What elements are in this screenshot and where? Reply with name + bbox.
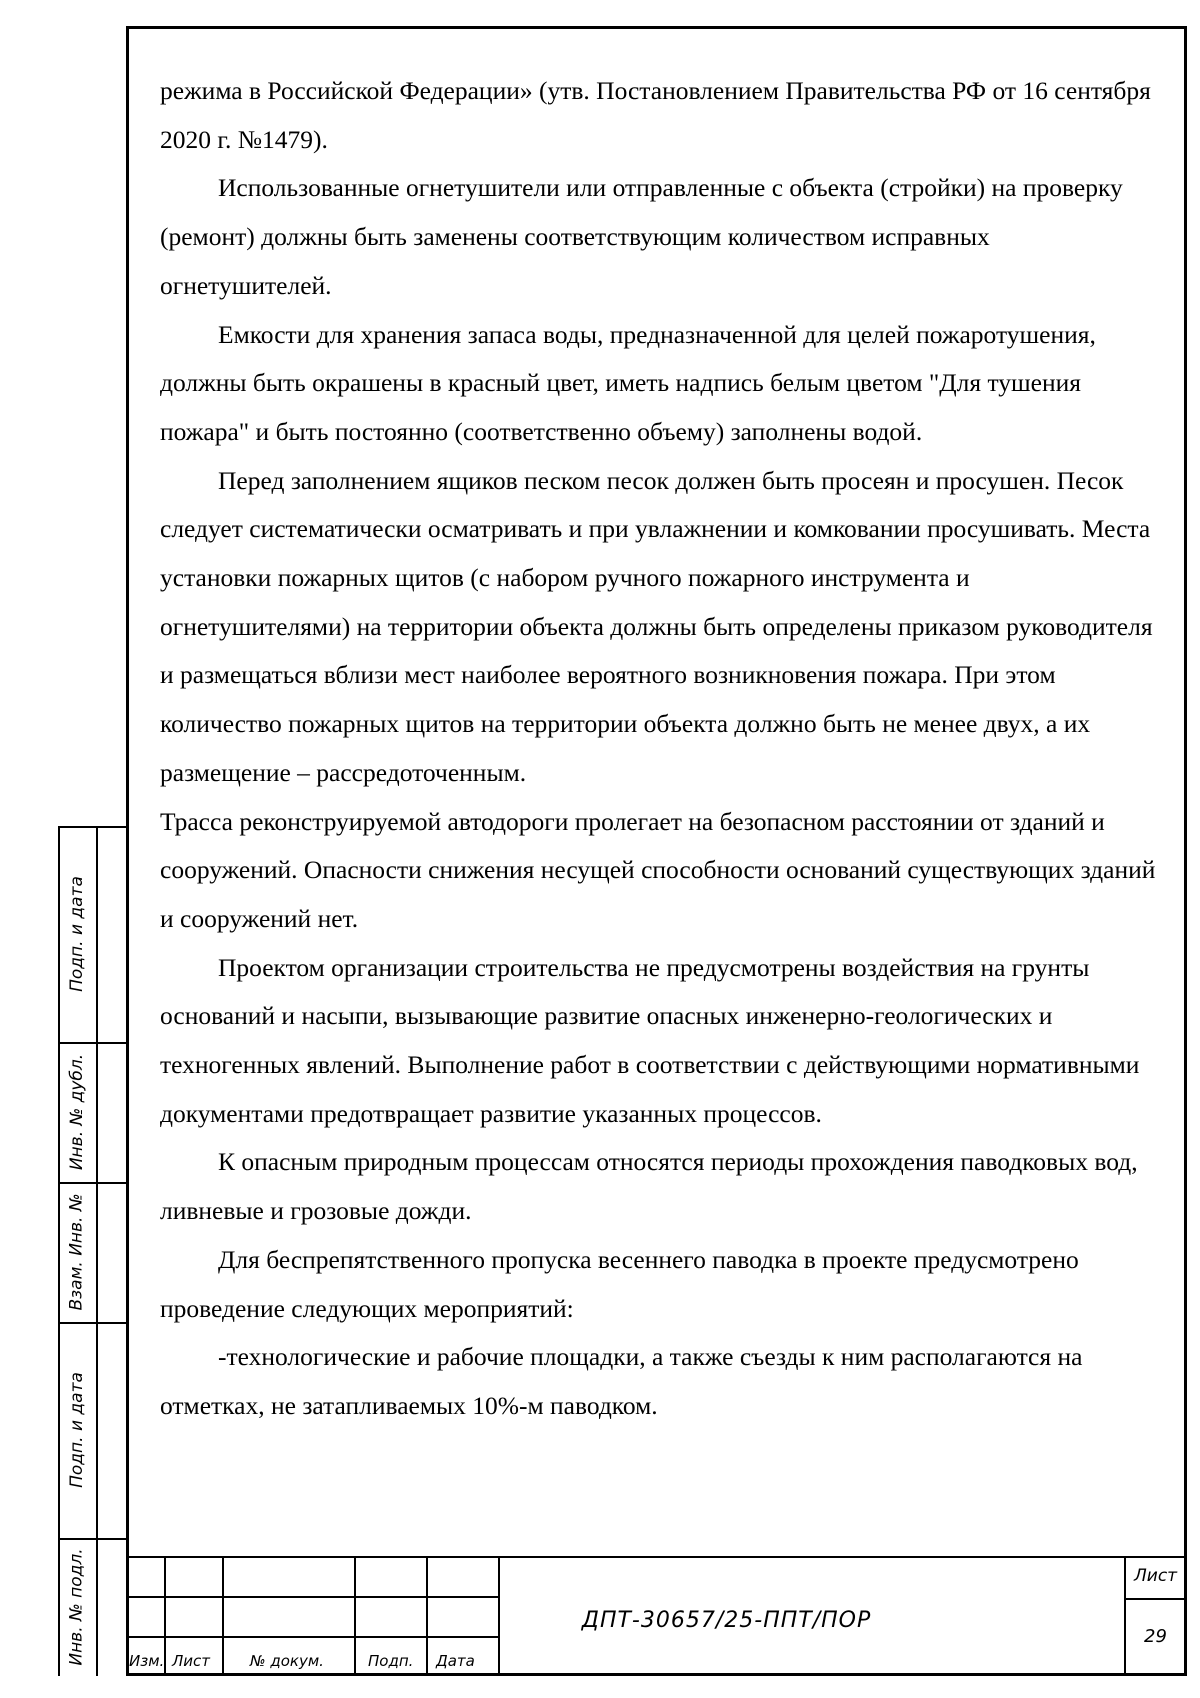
side-label-podp-data-2: Подп. и дата [67, 1372, 87, 1488]
col-n-dokum: № докум. [250, 1652, 324, 1670]
document-code: ДПТ-30657/25-ППТ/ПОР [581, 1608, 872, 1633]
paragraph: Использованные огнетушители или отправленные с объекта (стройки) на проверку (ремонт) должны быть заменены соответствующим количеством исправных огнетушителей. [160, 173, 1123, 300]
col-list: Лист [172, 1652, 211, 1670]
document-body [160, 67, 1160, 1431]
title-block-line [126, 1556, 1187, 1558]
title-block [126, 1556, 1187, 1676]
side-label-podp-data: Подп. и дата [67, 876, 87, 992]
col-izm: Изм. [129, 1652, 165, 1670]
title-block-line [126, 1596, 500, 1598]
paragraph: -технологические и рабочие площадки, а также съезды к ним располагаются на отметках, не затапливаемых 10%-м паводком. [160, 1342, 1083, 1420]
sheet-label: Лист [1134, 1566, 1178, 1586]
side-label-vzam-inv: Взам. Инв. № [67, 1193, 87, 1311]
col-podp: Подп. [368, 1652, 414, 1670]
side-stamp-divider [96, 826, 98, 1676]
side-stamp [58, 826, 126, 1676]
sheet-number: 29 [1144, 1626, 1167, 1647]
side-label-inv-podl: Инв. № подл. [67, 1548, 88, 1666]
paragraph: Проектом организации строительства не предусмотрены воздействия на грунты оснований и насыпи, вызывающие развитие опасных инженерно-геологических и техногенных явлений. Выполнение работ в соответствии с действующими нормативными документами предотвращает развитие указанных процессов. [160, 952, 1140, 1128]
paragraph: Трасса реконструируемой автодороги пролегает на безопасном расстоянии от зданий и сооружений. Опасности снижения несущей способности оснований существующих зданий и сооружений нет. [160, 806, 1156, 933]
paragraph: К опасным природным процессам относятся периоды прохождения паводковых вод, ливневые и грозовые дожди. [160, 1147, 1138, 1226]
title-block-line [1124, 1598, 1187, 1600]
side-label-inv-dubl: Инв. № дубл. [67, 1053, 87, 1171]
paragraph: режима в Российской Федерации» (утв. Постановлением Правительства РФ от 16 сентября 2020 г. №1479). [160, 76, 1151, 154]
paragraph: Перед заполнением ящиков песком песок должен быть просеян и просушен. Песок следует систематически осматривать и при увлажнении и комковании просушивать. Места установки пожарных щитов (с набором ручного пожарного инструмента и огнетушителями) на территории объекта должны быть определены приказом руководителя и размещаться вблизи мест наиболее вероятного возникновения пожара. При этом количество пожарных щитов на территории объекта должно быть не менее двух, а их размещение – рассредоточенным. [160, 465, 1153, 787]
col-data: Дата [436, 1652, 475, 1670]
paragraph: Для беспрепятственного пропуска весеннего паводка в проекте предусмотрено проведение следующих мероприятий: [160, 1244, 1079, 1323]
title-block-line [126, 1636, 500, 1638]
paragraph: Емкости для хранения запаса воды, предназначенной для целей пожаротушения, должны быть окрашены в красный цвет, иметь надпись белым цветом "Для тушения пожара" и быть постоянно (соответственно объему) заполнены водой. [160, 319, 1096, 446]
